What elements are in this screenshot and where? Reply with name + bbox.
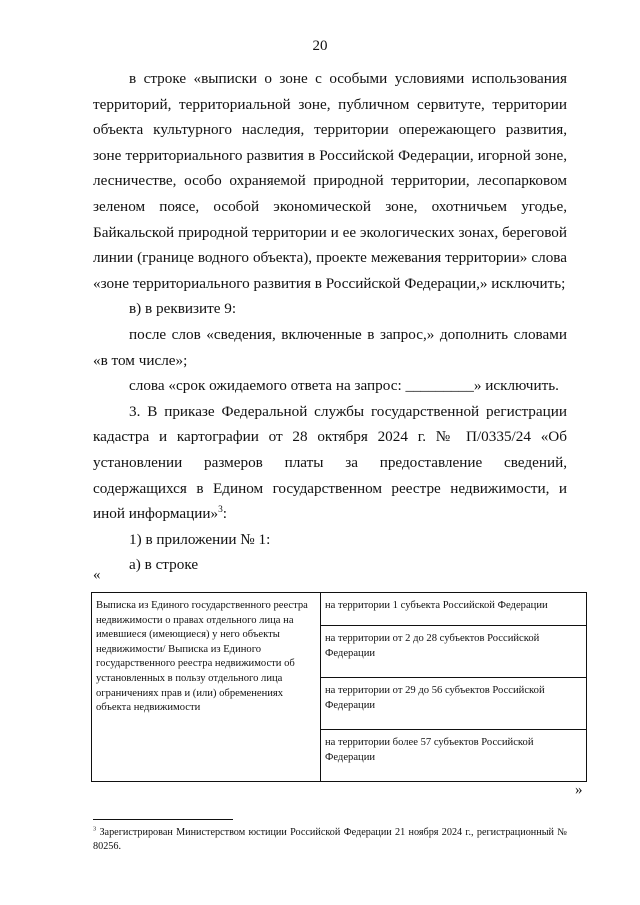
page-number: 20 bbox=[312, 38, 328, 54]
footnote-text: Зарегистрирован Министерством юстиции Российской Федерации 21 ноября 2024 г., регистрационный № 80256. bbox=[93, 827, 568, 852]
paragraph-appendix-1: 1) в приложении № 1: bbox=[129, 530, 271, 548]
table-cell-territory: на территории более 57 субъектов Российской Федерации bbox=[321, 730, 587, 782]
footnote bbox=[93, 826, 567, 853]
open-quote: « bbox=[93, 567, 101, 583]
table-cell-territory: на территории 1 субъекта Российской Федерации bbox=[321, 593, 587, 626]
fee-table bbox=[91, 592, 587, 782]
table-cell-document-type: Выписка из Единого государственного реестра недвижимости о правах отдельного лица на имевшиеся (имеющиеся) у него объекты недвижимости/ Выписка из Единого государственного реестра недвижимости об установленных в пользу отдельного лица ограничениях прав и (или) обременениях объекта недвижимости bbox=[92, 593, 321, 782]
paragraph-order-text: 3. В приказе Федеральной службы государственной регистрации кадастра и картографии от 28 октября 2024 г. № П/0335/24 «Об установлении размеров платы за предоставление сведений, содержащихся в Едином государственном реестре недвижимости, и иной информации» bbox=[93, 402, 567, 523]
footnote-divider bbox=[93, 819, 233, 820]
paragraph-exclude-words: слова «срок ожидаемого ответа на запрос: _________» исключить. bbox=[129, 377, 559, 395]
paragraph-supplement-words: после слов «сведения, включенные в запрос,» дополнить словами «в том числе»; bbox=[93, 325, 567, 369]
footnote-number: 3 bbox=[93, 825, 97, 833]
paragraph-in-row: а) в строке bbox=[129, 556, 199, 574]
body-text bbox=[93, 66, 567, 578]
table-row bbox=[92, 593, 587, 626]
close-quote: » bbox=[575, 782, 583, 798]
table-cell-territory: на территории от 29 до 56 субъектов Российской Федерации bbox=[321, 678, 587, 730]
paragraph-row-string-amendment: в строке «выписки о зоне с особыми условиями использования территорий, территориальной зоне, публичном сервитуте, территории объекта культурного наследия, территории опережающего развития, зоне территориального развития в Российской Федерации, игорной зоне, лесничестве, особо охраняемой природной территории, лесопарковом зеленом поясе, особой экономической зоне, охотничьем угодье, Байкальской природной территории и ее экологических зонах, береговой линии (границе водного объекта), проекте межевания территории» слова «зоне территориального развития в Российской Федерации,» исключить; bbox=[93, 70, 567, 292]
footnote-ref: 3 bbox=[218, 505, 223, 516]
paragraph-order-amendment: 3. В приказе Федеральной службы государственной регистрации кадастра и картографии от 28 октября 2024 г. № П/0335/24 «Об установлении размеров платы за предоставление сведений, содержащихся в Едином государственном реестре недвижимости, и иной информации»$^3$: bbox=[93, 402, 567, 523]
table-cell-territory: на территории от 2 до 28 субъектов Российской Федерации bbox=[321, 626, 587, 678]
paragraph-requisite-9: в) в реквизите 9: bbox=[129, 300, 237, 318]
